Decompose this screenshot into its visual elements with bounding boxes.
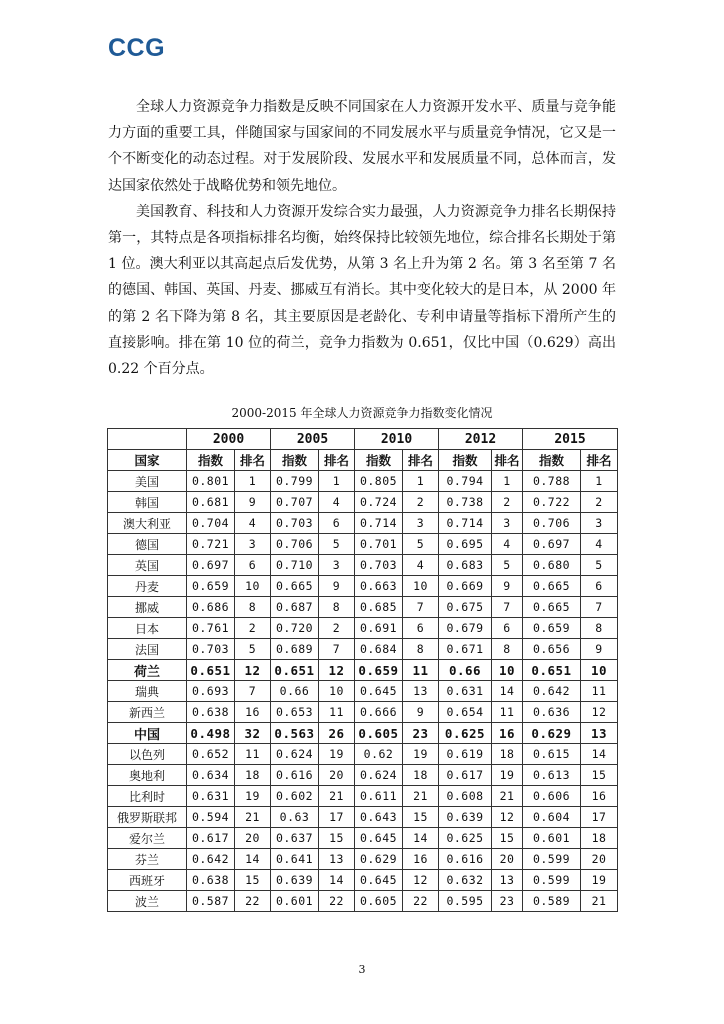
index-cell: 0.616 <box>271 765 319 786</box>
rank-cell: 20 <box>319 765 355 786</box>
rank-column-header: 排名 <box>492 450 523 471</box>
table-row <box>108 870 618 891</box>
index-cell: 0.563 <box>271 723 319 744</box>
index-cell: 0.66 <box>271 681 319 702</box>
year-header: 2015 <box>523 429 618 450</box>
table-row <box>108 828 618 849</box>
rank-cell: 4 <box>319 492 355 513</box>
index-cell: 0.653 <box>271 702 319 723</box>
index-cell: 0.498 <box>187 723 235 744</box>
country-cell: 瑞典 <box>108 681 187 702</box>
index-cell: 0.710 <box>271 555 319 576</box>
table-row <box>108 597 618 618</box>
index-cell: 0.616 <box>439 849 492 870</box>
index-cell: 0.615 <box>523 744 581 765</box>
index-cell: 0.659 <box>355 660 403 681</box>
index-cell: 0.624 <box>271 744 319 765</box>
index-cell: 0.594 <box>187 807 235 828</box>
country-cell: 德国 <box>108 534 187 555</box>
index-cell: 0.66 <box>439 660 492 681</box>
rank-cell: 16 <box>235 702 271 723</box>
country-cell: 澳大利亚 <box>108 513 187 534</box>
rank-cell: 10 <box>235 576 271 597</box>
index-cell: 0.629 <box>523 723 581 744</box>
rank-cell: 3 <box>403 513 439 534</box>
paragraph-analysis: 美国教育、科技和人力资源开发综合实力最强，人力资源竞争力排名长期保持第一，其特点是各项指标排名均衡，始终保持比较领先地位，综合排名长期处于第 1 位。澳大利亚以其高起点后发优势，从第 3 名上升为第 2 名。第 3 名至第 7 名的德国、韩国、英国、丹麦、挪威互有消长。其中变化较大的是日本，从 2000 年的第 2 名下降为第 8 名，其主要原因是老龄化、专利申请量等指标下滑所产生的直接影响。排在第 10 位的荷兰，竞争力指数为 0.651，仅比中国（0.629）高出 0.22 个百分点。 <box>108 203 616 378</box>
index-cell: 0.651 <box>271 660 319 681</box>
table-row <box>108 471 618 492</box>
rank-cell: 12 <box>319 660 355 681</box>
rank-cell: 7 <box>319 639 355 660</box>
rank-cell: 12 <box>581 702 618 723</box>
index-cell: 0.651 <box>187 660 235 681</box>
ccg-logo: CCG <box>108 34 166 62</box>
rank-cell: 2 <box>492 492 523 513</box>
rank-cell: 15 <box>319 828 355 849</box>
index-cell: 0.704 <box>187 513 235 534</box>
country-cell: 爱尔兰 <box>108 828 187 849</box>
table-row <box>108 555 618 576</box>
paragraph-intro: 全球人力资源竞争力指数是反映不同国家在人力资源开发水平、质量与竞争能力方面的重要工具，伴随国家与国家间的不同发展水平与质量竞争情况，它又是一个不断变化的动态过程。对于发展阶段、发展水平和发展质量不同，总体而言，发达国家依然处于战略优势和领先地位。 <box>108 99 616 194</box>
rank-cell: 7 <box>403 597 439 618</box>
index-cell: 0.738 <box>439 492 492 513</box>
index-cell: 0.601 <box>271 891 319 912</box>
index-column-header: 指数 <box>439 450 492 471</box>
index-cell: 0.788 <box>523 471 581 492</box>
rank-cell: 4 <box>235 513 271 534</box>
index-cell: 0.687 <box>271 597 319 618</box>
table-row <box>108 492 618 513</box>
index-cell: 0.62 <box>355 744 403 765</box>
rank-cell: 11 <box>319 702 355 723</box>
year-header: 2012 <box>439 429 523 450</box>
rank-cell: 9 <box>403 702 439 723</box>
rank-column-header: 排名 <box>235 450 271 471</box>
country-cell: 日本 <box>108 618 187 639</box>
rank-cell: 14 <box>235 849 271 870</box>
index-column-header: 指数 <box>355 450 403 471</box>
index-cell: 0.642 <box>523 681 581 702</box>
rank-cell: 7 <box>581 597 618 618</box>
index-cell: 0.695 <box>439 534 492 555</box>
table-row <box>108 786 618 807</box>
index-cell: 0.665 <box>523 597 581 618</box>
rank-cell: 14 <box>581 744 618 765</box>
country-cell: 芬兰 <box>108 849 187 870</box>
rank-cell: 13 <box>319 849 355 870</box>
index-cell: 0.629 <box>355 849 403 870</box>
rank-cell: 21 <box>403 786 439 807</box>
index-cell: 0.722 <box>523 492 581 513</box>
index-cell: 0.761 <box>187 618 235 639</box>
year-header-row <box>108 429 618 450</box>
index-cell: 0.680 <box>523 555 581 576</box>
rank-cell: 14 <box>403 828 439 849</box>
rank-cell: 19 <box>492 765 523 786</box>
country-cell: 丹麦 <box>108 576 187 597</box>
index-cell: 0.617 <box>439 765 492 786</box>
index-cell: 0.602 <box>271 786 319 807</box>
table-row <box>108 618 618 639</box>
rank-cell: 23 <box>492 891 523 912</box>
index-cell: 0.631 <box>187 786 235 807</box>
index-cell: 0.645 <box>355 681 403 702</box>
rank-cell: 3 <box>319 555 355 576</box>
index-cell: 0.631 <box>439 681 492 702</box>
rank-cell: 21 <box>581 891 618 912</box>
country-cell: 比利时 <box>108 786 187 807</box>
rank-cell: 10 <box>581 660 618 681</box>
rank-cell: 3 <box>235 534 271 555</box>
index-cell: 0.693 <box>187 681 235 702</box>
rank-cell: 16 <box>403 849 439 870</box>
index-cell: 0.724 <box>355 492 403 513</box>
index-cell: 0.605 <box>355 891 403 912</box>
rank-cell: 5 <box>581 555 618 576</box>
index-cell: 0.589 <box>523 891 581 912</box>
rank-cell: 16 <box>581 786 618 807</box>
table-row <box>108 513 618 534</box>
rank-cell: 2 <box>319 618 355 639</box>
competitiveness-table <box>107 428 618 912</box>
rank-cell: 19 <box>581 870 618 891</box>
table-row <box>108 891 618 912</box>
index-cell: 0.707 <box>271 492 319 513</box>
rank-cell: 1 <box>235 471 271 492</box>
index-cell: 0.605 <box>355 723 403 744</box>
rank-cell: 15 <box>403 807 439 828</box>
country-cell: 美国 <box>108 471 187 492</box>
rank-cell: 11 <box>581 681 618 702</box>
index-cell: 0.639 <box>271 870 319 891</box>
index-cell: 0.645 <box>355 870 403 891</box>
rank-cell: 11 <box>235 744 271 765</box>
index-cell: 0.601 <box>523 828 581 849</box>
table-row <box>108 534 618 555</box>
rank-cell: 8 <box>581 618 618 639</box>
index-cell: 0.643 <box>355 807 403 828</box>
rank-cell: 13 <box>403 681 439 702</box>
rank-cell: 14 <box>319 870 355 891</box>
index-cell: 0.606 <box>523 786 581 807</box>
index-cell: 0.617 <box>187 828 235 849</box>
index-cell: 0.625 <box>439 828 492 849</box>
rank-cell: 10 <box>492 660 523 681</box>
index-cell: 0.611 <box>355 786 403 807</box>
year-header: 2010 <box>355 429 439 450</box>
rank-cell: 19 <box>319 744 355 765</box>
index-cell: 0.608 <box>439 786 492 807</box>
index-cell: 0.686 <box>187 597 235 618</box>
index-cell: 0.641 <box>271 849 319 870</box>
index-cell: 0.714 <box>355 513 403 534</box>
table-caption: 2000-2015 年全球人力资源竞争力指数变化情况 <box>231 406 493 420</box>
index-cell: 0.587 <box>187 891 235 912</box>
index-column-header: 指数 <box>271 450 319 471</box>
country-cell: 以色列 <box>108 744 187 765</box>
country-cell: 奥地利 <box>108 765 187 786</box>
rank-cell: 18 <box>492 744 523 765</box>
table-row <box>108 765 618 786</box>
rank-cell: 10 <box>403 576 439 597</box>
rank-cell: 15 <box>492 828 523 849</box>
country-cell: 法国 <box>108 639 187 660</box>
rank-cell: 14 <box>492 681 523 702</box>
index-cell: 0.642 <box>187 849 235 870</box>
rank-column-header: 排名 <box>581 450 618 471</box>
corner-cell <box>108 429 187 450</box>
index-cell: 0.665 <box>523 576 581 597</box>
rank-cell: 21 <box>492 786 523 807</box>
column-header-row <box>108 450 618 471</box>
country-cell: 挪威 <box>108 597 187 618</box>
index-cell: 0.706 <box>523 513 581 534</box>
rank-cell: 32 <box>235 723 271 744</box>
rank-cell: 23 <box>403 723 439 744</box>
rank-cell: 8 <box>319 597 355 618</box>
table-row <box>108 639 618 660</box>
index-cell: 0.639 <box>439 807 492 828</box>
index-cell: 0.599 <box>523 849 581 870</box>
index-cell: 0.691 <box>355 618 403 639</box>
rank-column-header: 排名 <box>319 450 355 471</box>
rank-cell: 6 <box>235 555 271 576</box>
country-cell: 荷兰 <box>108 660 187 681</box>
year-header: 2000 <box>187 429 271 450</box>
rank-cell: 4 <box>581 534 618 555</box>
rank-cell: 22 <box>235 891 271 912</box>
rank-cell: 16 <box>492 723 523 744</box>
rank-cell: 10 <box>319 681 355 702</box>
rank-cell: 1 <box>492 471 523 492</box>
rank-cell: 12 <box>492 807 523 828</box>
table-row <box>108 576 618 597</box>
index-cell: 0.703 <box>355 555 403 576</box>
country-cell: 中国 <box>108 723 187 744</box>
rank-cell: 5 <box>492 555 523 576</box>
table-row <box>108 702 618 723</box>
table-row <box>108 744 618 765</box>
index-cell: 0.637 <box>271 828 319 849</box>
rank-cell: 22 <box>319 891 355 912</box>
index-cell: 0.619 <box>439 744 492 765</box>
rank-cell: 22 <box>403 891 439 912</box>
rank-cell: 9 <box>319 576 355 597</box>
rank-cell: 7 <box>235 681 271 702</box>
index-cell: 0.634 <box>187 765 235 786</box>
rank-cell: 15 <box>235 870 271 891</box>
rank-cell: 19 <box>235 786 271 807</box>
rank-cell: 6 <box>581 576 618 597</box>
rank-cell: 9 <box>581 639 618 660</box>
rank-column-header: 排名 <box>403 450 439 471</box>
rank-cell: 12 <box>403 870 439 891</box>
index-cell: 0.638 <box>187 870 235 891</box>
index-cell: 0.604 <box>523 807 581 828</box>
index-cell: 0.659 <box>187 576 235 597</box>
rank-cell: 5 <box>235 639 271 660</box>
index-cell: 0.671 <box>439 639 492 660</box>
index-cell: 0.625 <box>439 723 492 744</box>
rank-cell: 12 <box>235 660 271 681</box>
index-cell: 0.721 <box>187 534 235 555</box>
rank-cell: 18 <box>403 765 439 786</box>
rank-cell: 21 <box>235 807 271 828</box>
rank-cell: 26 <box>319 723 355 744</box>
rank-cell: 21 <box>319 786 355 807</box>
rank-cell: 6 <box>403 618 439 639</box>
rank-cell: 9 <box>492 576 523 597</box>
rank-cell: 20 <box>581 849 618 870</box>
country-cell: 韩国 <box>108 492 187 513</box>
rank-cell: 17 <box>581 807 618 828</box>
index-cell: 0.665 <box>271 576 319 597</box>
index-cell: 0.684 <box>355 639 403 660</box>
rank-cell: 13 <box>492 870 523 891</box>
index-cell: 0.703 <box>187 639 235 660</box>
index-cell: 0.697 <box>187 555 235 576</box>
index-cell: 0.805 <box>355 471 403 492</box>
rank-cell: 6 <box>319 513 355 534</box>
rank-cell: 18 <box>581 828 618 849</box>
rank-cell: 7 <box>492 597 523 618</box>
rank-cell: 5 <box>319 534 355 555</box>
index-cell: 0.651 <box>523 660 581 681</box>
year-header: 2005 <box>271 429 355 450</box>
index-cell: 0.794 <box>439 471 492 492</box>
index-cell: 0.675 <box>439 597 492 618</box>
rank-cell: 1 <box>581 471 618 492</box>
rank-cell: 20 <box>492 849 523 870</box>
index-cell: 0.801 <box>187 471 235 492</box>
index-cell: 0.697 <box>523 534 581 555</box>
rank-cell: 8 <box>492 639 523 660</box>
rank-cell: 2 <box>235 618 271 639</box>
index-column-header: 指数 <box>523 450 581 471</box>
rank-cell: 1 <box>403 471 439 492</box>
index-cell: 0.599 <box>523 870 581 891</box>
page-number: 3 <box>358 963 366 976</box>
rank-cell: 11 <box>403 660 439 681</box>
index-cell: 0.613 <box>523 765 581 786</box>
index-cell: 0.714 <box>439 513 492 534</box>
rank-cell: 4 <box>492 534 523 555</box>
rank-cell: 3 <box>581 513 618 534</box>
country-cell: 西班牙 <box>108 870 187 891</box>
rank-cell: 18 <box>235 765 271 786</box>
rank-cell: 3 <box>492 513 523 534</box>
body-text <box>108 94 616 382</box>
rank-cell: 8 <box>403 639 439 660</box>
table-row <box>108 723 618 744</box>
rank-cell: 2 <box>581 492 618 513</box>
rank-cell: 1 <box>319 471 355 492</box>
rank-cell: 6 <box>492 618 523 639</box>
country-cell: 波兰 <box>108 891 187 912</box>
index-column-header: 指数 <box>187 450 235 471</box>
index-cell: 0.663 <box>355 576 403 597</box>
index-cell: 0.666 <box>355 702 403 723</box>
index-cell: 0.685 <box>355 597 403 618</box>
index-cell: 0.638 <box>187 702 235 723</box>
index-cell: 0.703 <box>271 513 319 534</box>
rank-cell: 2 <box>403 492 439 513</box>
index-cell: 0.706 <box>271 534 319 555</box>
index-cell: 0.624 <box>355 765 403 786</box>
rank-cell: 19 <box>403 744 439 765</box>
index-cell: 0.720 <box>271 618 319 639</box>
table-row <box>108 660 618 681</box>
country-column-header: 国家 <box>108 450 187 471</box>
index-cell: 0.679 <box>439 618 492 639</box>
table-row <box>108 849 618 870</box>
rank-cell: 17 <box>319 807 355 828</box>
index-cell: 0.683 <box>439 555 492 576</box>
table-row <box>108 681 618 702</box>
index-cell: 0.632 <box>439 870 492 891</box>
index-cell: 0.656 <box>523 639 581 660</box>
index-cell: 0.636 <box>523 702 581 723</box>
index-cell: 0.689 <box>271 639 319 660</box>
rank-cell: 20 <box>235 828 271 849</box>
country-cell: 英国 <box>108 555 187 576</box>
rank-cell: 5 <box>403 534 439 555</box>
index-cell: 0.659 <box>523 618 581 639</box>
rank-cell: 4 <box>403 555 439 576</box>
index-cell: 0.669 <box>439 576 492 597</box>
index-cell: 0.701 <box>355 534 403 555</box>
index-cell: 0.595 <box>439 891 492 912</box>
rank-cell: 8 <box>235 597 271 618</box>
index-cell: 0.799 <box>271 471 319 492</box>
country-cell: 俄罗斯联邦 <box>108 807 187 828</box>
index-cell: 0.654 <box>439 702 492 723</box>
rank-cell: 15 <box>581 765 618 786</box>
index-cell: 0.63 <box>271 807 319 828</box>
country-cell: 新西兰 <box>108 702 187 723</box>
rank-cell: 11 <box>492 702 523 723</box>
index-cell: 0.652 <box>187 744 235 765</box>
rank-cell: 13 <box>581 723 618 744</box>
table-row <box>108 807 618 828</box>
rank-cell: 9 <box>235 492 271 513</box>
index-cell: 0.645 <box>355 828 403 849</box>
index-cell: 0.681 <box>187 492 235 513</box>
